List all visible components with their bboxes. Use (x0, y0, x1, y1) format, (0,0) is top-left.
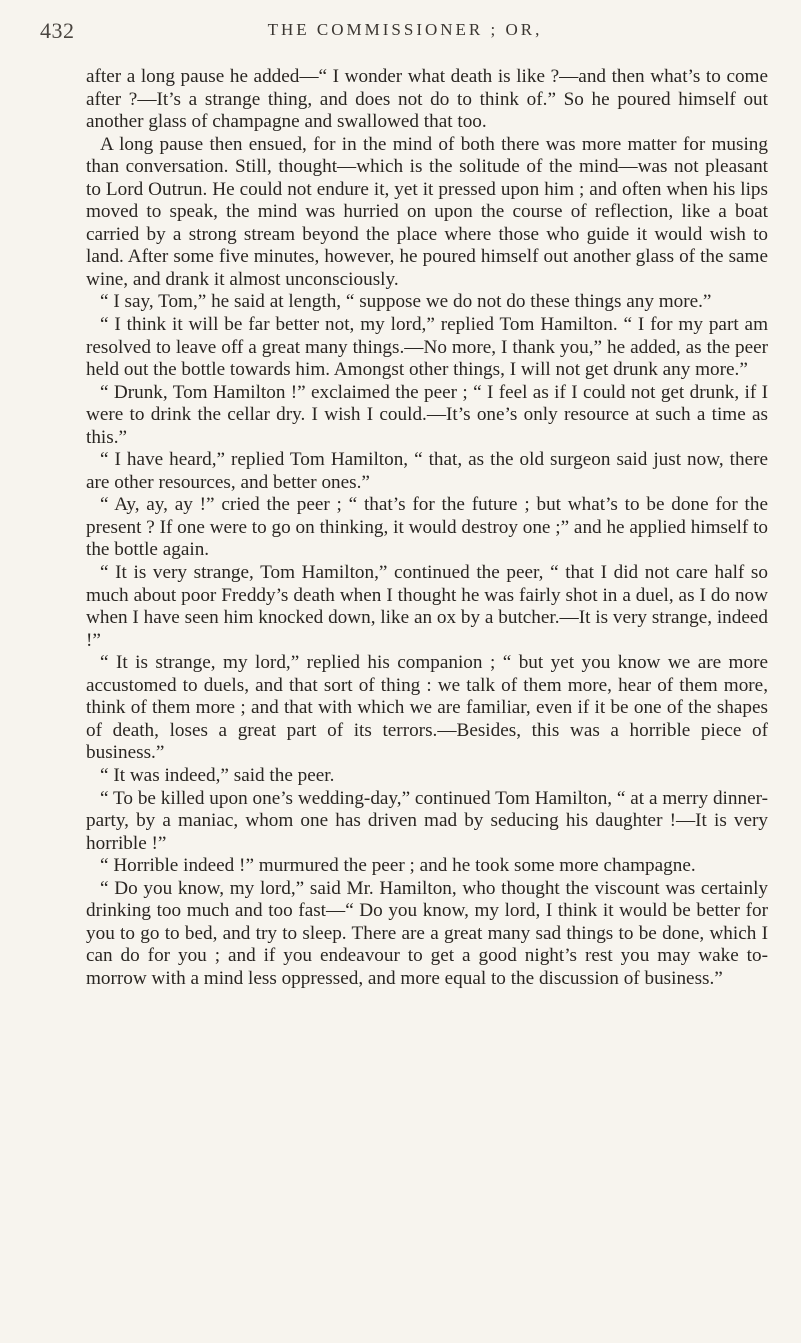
page-header (40, 18, 770, 48)
paragraph: “ Drunk, Tom Hamilton !” exclaimed the peer ; “ I feel as if I could not get drunk, if I were to drink the cellar dry. I wish I could.—It’s one’s only resource at such a time as this.” (86, 381, 768, 448)
paragraph: “ Do you know, my lord,” said Mr. Hamilton, who thought the viscount was certainly drinking too much and too fast—“ Do you know, my lord, I think it would be better for you to go to bed, and try to sleep. There are a great many sad things to be done, which I can do for you ; and if you endeavour to get a good night’s rest you may wake to-morrow with a mind less oppressed, and more equal to the discussion of business.” (86, 877, 768, 989)
running-head: THE COMMISSIONER ; OR, (267, 20, 543, 39)
paragraph: “ I say, Tom,” he said at length, “ suppose we do not do these things any more.” (100, 291, 712, 313)
paragraph: “ I think it will be far better not, my lord,” replied Tom Hamilton. “ I for my part am resolved to leave off a great many things.—No more, I thank you,” he added, as the peer held out the bottle towards him. Amongst other things, I will not get drunk any more.” (86, 314, 768, 381)
paragraph: “ Horrible indeed !” murmured the peer ; and he took some more champagne. (100, 855, 696, 877)
paragraph: “ I have heard,” replied Tom Hamilton, “ that, as the old surgeon said just now, there are other resources, and better ones.” (86, 449, 768, 493)
page-number: 432 (40, 18, 75, 43)
paragraph: A long pause then ensued, for in the mind of both there was more matter for musing than conversation. Still, thought—which is the solitude of the mind—was not pleasant to Lord Outrun. He could not endure it, yet it pressed upon him ; and often when his lips moved to speak, the mind was hurried on upon the course of reflection, like a boat carried by a strong stream beyond the place where those who guide it would wish to land. After some five minutes, however, he poured himself out another glass of the same wine, and drank it almost unconsciously. (86, 133, 768, 290)
paragraph: “ It was indeed,” said the peer. (100, 764, 335, 786)
paragraph: “ To be killed upon one’s wedding-day,” continued Tom Hamilton, “ at a merry dinner-party, by a maniac, whom one has driven mad by seducing his daughter !—It is very horrible !” (86, 787, 768, 854)
paragraph: “ It is very strange, Tom Hamilton,” continued the peer, “ that I did not care half so much about poor Freddy’s death when I thought he was fairly shot in a duel, as I do now when I have seen him knocked down, like an ox by a butcher.—It is very strange, indeed !” (86, 562, 768, 651)
paragraph: “ Ay, ay, ay !” cried the peer ; “ that’s for the future ; but what’s to be done for the present ? If one were to go on thinking, it would destroy one ;” and he applied himself to the bottle again. (86, 494, 768, 561)
paragraph: after a long pause he added—“ I wonder what death is like ?—and then what’s to come after ?—It’s a strange thing, and does not do to think of.” So he poured himself out another glass of champagne and swallowed that too. (86, 66, 768, 133)
body-text (86, 66, 768, 990)
paragraph: “ It is strange, my lord,” replied his companion ; “ but yet you know we are more accustomed to duels, and that sort of thing : we talk of them more, hear of them more, think of them more ; and that with which we are familiar, even if it be one of the shapes of death, loses a great part of its terrors.—Besides, this was a horrible piece of business.” (86, 652, 768, 764)
